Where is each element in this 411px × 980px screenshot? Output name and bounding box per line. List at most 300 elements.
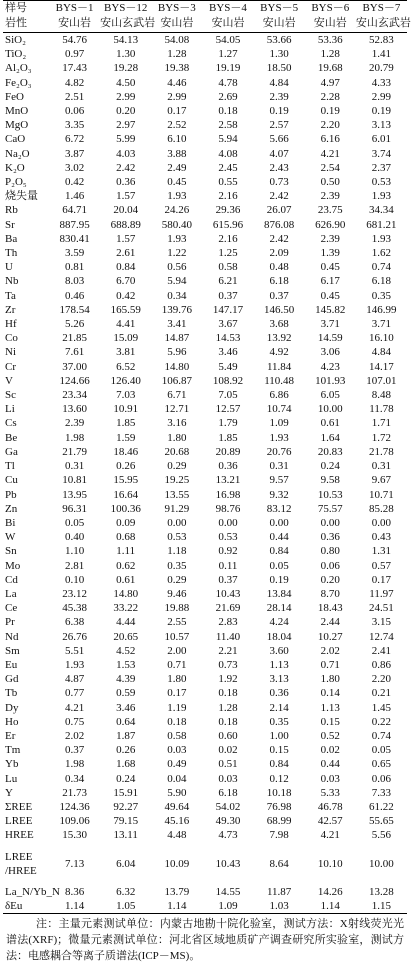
row-label: ΣREE: [5, 800, 33, 813]
cell-value: 0.11: [218, 559, 238, 572]
cell-value: 23.34: [62, 389, 87, 402]
cell-value: 3.15: [371, 616, 392, 629]
cell-value: 13.21: [215, 474, 241, 487]
cell-value: 2.99: [371, 90, 392, 103]
cell-value: 2.44: [320, 616, 340, 629]
cell-value: 7.13: [64, 857, 85, 870]
cell-value: 2.99: [116, 90, 136, 103]
cell-value: 2.57: [269, 119, 289, 132]
cell-value: 0.26: [116, 460, 136, 473]
cell-value: 2.61: [116, 247, 136, 260]
cell-value: 7.33: [371, 786, 392, 799]
table-row: [3, 885, 407, 899]
header-row-sample-ids: [3, 1, 407, 17]
cell-value: 1.93: [167, 232, 187, 245]
cell-value: 13.28: [369, 885, 394, 898]
row-label: TiO₂: [5, 48, 27, 61]
table-header: [3, 1, 411, 33]
cell-value: 5.94: [167, 275, 187, 288]
cell-value: 8.36: [64, 885, 85, 898]
cell-value: 6.52: [116, 360, 136, 373]
table-row: [3, 587, 407, 601]
table-row: [3, 530, 407, 544]
cell-value: 11.87: [266, 885, 292, 898]
cell-value: 2.51: [64, 90, 85, 103]
cell-value: 4.07: [269, 147, 289, 160]
cell-value: 0.17: [167, 687, 187, 700]
table-row: [3, 573, 407, 587]
cell-value: 5.66: [269, 133, 289, 146]
row-label: LREE: [5, 815, 33, 828]
cell-value: 2.81: [64, 559, 85, 572]
lithology: 安山玄武岩: [100, 16, 151, 33]
cell-value: 75.57: [317, 502, 343, 515]
cell-value: 106.87: [161, 374, 192, 387]
cell-value: 3.88: [167, 147, 187, 160]
cell-value: 1.57: [116, 232, 136, 245]
cell-value: 0.15: [269, 744, 289, 757]
cell-value: 2.21: [218, 644, 238, 657]
cell-value: 0.05: [64, 516, 85, 529]
cell-value: 26.07: [266, 204, 292, 217]
cell-value: 5.94: [218, 133, 238, 146]
cell-value: 0.37: [218, 573, 238, 586]
cell-value: 45.38: [62, 602, 87, 615]
cell-value: 0.61: [116, 573, 136, 586]
cell-value: 0.10: [64, 573, 85, 586]
table-row: [3, 274, 407, 288]
table-row: [3, 260, 407, 274]
cell-value: 0.04: [167, 772, 187, 785]
cell-value: 8.03: [64, 275, 85, 288]
table-row: [3, 743, 407, 757]
cell-value: 1.13: [320, 701, 340, 714]
row-label: Sm: [5, 644, 20, 657]
cell-value: 21.69: [215, 602, 241, 615]
table-row: [3, 729, 407, 743]
cell-value: 21.78: [369, 445, 394, 458]
cell-value: 0.58: [218, 261, 238, 274]
sample-id: BYS－12: [100, 1, 151, 17]
cell-value: 147.17: [212, 303, 244, 316]
cell-value: 2.41: [371, 644, 392, 657]
table-row: [3, 459, 407, 473]
table-row: [3, 402, 407, 416]
cell-value: 2.20: [371, 673, 392, 686]
cell-value: 4.48: [167, 829, 187, 842]
cell-value: 16.98: [215, 488, 241, 501]
row-label: Sn: [5, 545, 17, 558]
cell-value: 0.84: [269, 758, 289, 771]
row-label: Th: [5, 247, 18, 260]
cell-value: 1.92: [218, 673, 238, 686]
cell-value: 4.44: [116, 616, 136, 629]
cell-value: 0.52: [320, 729, 340, 742]
cell-value: 26.76: [62, 630, 87, 643]
row-label: Pr: [5, 616, 15, 629]
cell-value: 0.14: [320, 687, 340, 700]
row-label: Tl: [5, 460, 15, 473]
cell-value: 10.09: [164, 857, 190, 870]
cell-value: 4.41: [116, 318, 136, 331]
row-label: Hf: [5, 318, 17, 331]
cell-value: 6.21: [218, 275, 238, 288]
cell-value: 18.46: [113, 445, 139, 458]
cell-value: 1.15: [356, 899, 407, 914]
cell-value: 2.69: [218, 90, 238, 103]
row-label: Tb: [5, 687, 18, 700]
cell-value: 1.22: [167, 247, 187, 260]
cell-value: 28.14: [266, 602, 292, 615]
cell-value: 0.44: [320, 758, 340, 771]
cell-value: 3.02: [64, 161, 85, 174]
cell-value: 1.41: [371, 48, 392, 61]
cell-value: 0.09: [116, 516, 136, 529]
table-row: [3, 76, 407, 90]
cell-value: 18.43: [317, 602, 343, 615]
table-row: [3, 317, 407, 331]
cell-value: 55.65: [369, 815, 394, 828]
cell-value: 3.46: [218, 346, 238, 359]
table-row: [3, 416, 407, 430]
cell-value: 1.09: [269, 417, 289, 430]
cell-value: 4.03: [116, 147, 136, 160]
cell-value: 0.44: [269, 531, 289, 544]
cell-value: 3.13: [269, 673, 289, 686]
cell-value: 15.09: [113, 332, 139, 345]
header-row-lithology: [3, 16, 407, 33]
cell-value: 0.51: [218, 758, 238, 771]
row-label: δEu: [3, 899, 49, 914]
cell-value: 18.04: [266, 630, 292, 643]
cell-value: 1.72: [371, 431, 392, 444]
table-row: [3, 360, 407, 374]
cell-value: 0.31: [269, 460, 289, 473]
row-label: 烧失量: [5, 190, 38, 203]
cell-value: 0.59: [116, 687, 136, 700]
cell-value: 0.50: [320, 176, 340, 189]
cell-value: 9.58: [320, 474, 340, 487]
cell-value: 3.74: [371, 147, 392, 160]
cell-value: 2.45: [218, 161, 238, 174]
cell-value: 100.36: [110, 502, 141, 515]
cell-value: 1.10: [64, 545, 85, 558]
cell-value: 2.52: [167, 119, 187, 132]
cell-value: 46.78: [317, 800, 343, 813]
cell-value: 1.93: [371, 190, 392, 203]
cell-value: 45.16: [164, 815, 190, 828]
table-row: [3, 772, 407, 786]
cell-value: 0.03: [320, 772, 340, 785]
row-label: Li: [5, 403, 15, 416]
table-row: [3, 374, 407, 388]
row-label: MgO: [5, 119, 29, 132]
table-row: [3, 828, 407, 842]
row-label: Zr: [5, 303, 16, 316]
cell-value: 4.50: [116, 76, 136, 89]
cell-value: 2.83: [218, 616, 238, 629]
row-label: CaO: [5, 133, 26, 146]
cell-value: 0.03: [218, 772, 238, 785]
cell-value: 0.18: [218, 105, 238, 118]
row-label: Ho: [5, 715, 19, 728]
cell-value: 0.35: [371, 289, 392, 302]
cell-value: 1.25: [218, 247, 238, 260]
cell-value: 0.40: [64, 531, 85, 544]
cell-value: 830.41: [59, 232, 90, 245]
cell-value: 16.64: [113, 488, 139, 501]
cell-value: 11.84: [266, 360, 292, 373]
cell-value: 6.71: [167, 389, 187, 402]
cell-value: 64.71: [62, 204, 87, 217]
row-label: Gd: [5, 673, 19, 686]
cell-value: 10.00: [369, 857, 394, 870]
cell-value: 0.29: [167, 460, 187, 473]
cell-value: 1.62: [371, 247, 392, 260]
cell-value: 2.16: [218, 232, 238, 245]
cell-value: 24.26: [164, 204, 190, 217]
cell-value: 1.46: [64, 190, 85, 203]
row-label: Nd: [5, 630, 19, 643]
sample-id: BYS－6: [305, 1, 356, 17]
cell-value: 2.20: [320, 119, 340, 132]
row-label: U: [5, 261, 13, 274]
cell-value: 2.02: [320, 644, 340, 657]
cell-value: 53.36: [317, 34, 343, 46]
table-row: [3, 757, 407, 771]
cell-value: 6.86: [269, 389, 289, 402]
sample-id-label: 样号: [3, 1, 49, 17]
cell-value: 1.28: [218, 701, 238, 714]
cell-value: 0.02: [218, 744, 238, 757]
row-label: Fe₂O₃: [5, 76, 32, 89]
cell-value: 6.72: [64, 133, 85, 146]
cell-value: 165.59: [110, 303, 141, 316]
cell-value: 108.92: [212, 374, 244, 387]
cell-value: 887.95: [59, 218, 90, 231]
cell-value: 0.24: [320, 460, 340, 473]
row-label: Be: [5, 431, 18, 444]
table-row: [3, 90, 407, 104]
cell-value: 21.85: [62, 332, 87, 345]
cell-value: 0.05: [269, 559, 289, 572]
cell-value: 29.36: [215, 204, 241, 217]
cell-value: 0.57: [371, 559, 392, 572]
cell-value: 0.56: [167, 261, 187, 274]
cell-value: 4.39: [116, 673, 136, 686]
cell-value: 1.85: [116, 417, 136, 430]
cell-value: 2.58: [218, 119, 238, 132]
row-label: Tm: [5, 744, 21, 757]
cell-value: 11.97: [369, 587, 394, 600]
cell-value: 13.84: [266, 587, 292, 600]
cell-value: 1.30: [116, 48, 136, 61]
cell-value: 13.79: [164, 885, 190, 898]
cell-value: 0.18: [218, 715, 238, 728]
row-label: Lu: [5, 772, 18, 785]
cell-value: 0.74: [371, 729, 392, 742]
cell-value: 626.90: [315, 218, 346, 231]
cell-value: 2.42: [269, 232, 289, 245]
cell-value: 0.65: [371, 758, 392, 771]
cell-value: 19.38: [164, 62, 190, 75]
cell-value: 1.05: [100, 899, 151, 914]
cell-value: 54.76: [62, 34, 87, 46]
cell-value: 1.79: [218, 417, 238, 430]
lithology: 安山岩: [305, 16, 356, 33]
cell-value: 0.42: [116, 289, 136, 302]
row-label: Rb: [5, 204, 18, 217]
cell-value: 49.30: [215, 815, 241, 828]
cell-value: 0.03: [167, 744, 187, 757]
sample-id: BYS－5: [254, 1, 305, 17]
cell-value: 5.96: [167, 346, 187, 359]
cell-value: 3.60: [269, 644, 289, 657]
cell-value: 1.27: [218, 48, 238, 61]
cell-value: 0.31: [64, 460, 85, 473]
cell-value: 0.73: [218, 658, 238, 671]
cell-value: 9.46: [167, 587, 187, 600]
cell-value: 6.04: [116, 857, 136, 870]
row-label: Zn: [5, 502, 18, 515]
cell-value: 0.18: [167, 715, 187, 728]
cell-value: 0.37: [269, 289, 289, 302]
cell-value: 615.96: [212, 218, 244, 231]
table-row: [3, 800, 407, 814]
table-row: [3, 189, 407, 203]
cell-value: 0.97: [64, 48, 85, 61]
cell-value: 14.87: [164, 332, 190, 345]
sample-id: BYS－7: [356, 1, 407, 17]
cell-value: 83.12: [266, 502, 292, 515]
cell-value: 3.13: [371, 119, 392, 132]
cell-value: 8.48: [371, 389, 392, 402]
cell-value: 4.33: [371, 76, 392, 89]
cell-value: 14.17: [369, 360, 394, 373]
table-row: [3, 672, 407, 686]
cell-value: 6.01: [371, 133, 392, 146]
cell-value: 0.80: [320, 545, 340, 558]
cell-value: 0.20: [320, 573, 340, 586]
cell-value: 6.32: [116, 885, 136, 898]
cell-value: 146.50: [264, 303, 295, 316]
cell-value: 2.97: [116, 119, 136, 132]
table-row: [3, 61, 407, 75]
cell-value: 1.98: [64, 431, 85, 444]
cell-value: 0.43: [371, 531, 392, 544]
table-row: [3, 203, 407, 217]
row-label: MnO: [5, 105, 29, 118]
cell-value: 10.71: [369, 488, 394, 501]
cell-value: 20.89: [215, 445, 241, 458]
cell-value: 110.48: [264, 374, 295, 387]
lithology: 安山岩: [254, 16, 305, 33]
row-label: Sc: [5, 389, 16, 402]
cell-value: 5.26: [64, 318, 85, 331]
cell-value: 4.08: [218, 147, 238, 160]
cell-value: 15.95: [113, 474, 139, 487]
cell-value: 0.31: [371, 460, 392, 473]
cell-value: 1.00: [269, 729, 289, 742]
table-row: [3, 615, 407, 629]
table-row: [3, 843, 407, 885]
cell-value: 4.46: [167, 76, 187, 89]
table-row: [3, 345, 407, 359]
cell-value: 3.81: [116, 346, 136, 359]
cell-value: 10.91: [113, 403, 139, 416]
table-row: [3, 814, 407, 828]
cell-value: 1.11: [116, 545, 136, 558]
cell-value: 2.14: [269, 701, 289, 714]
cell-value: 10.27: [317, 630, 343, 643]
cell-value: 2.99: [167, 90, 187, 103]
cell-value: 2.39: [320, 190, 340, 203]
cell-value: 1.59: [116, 431, 136, 444]
cell-value: 0.36: [320, 531, 340, 544]
cell-value: 0.71: [320, 658, 340, 671]
row-label: V: [5, 374, 13, 387]
cell-value: 24.51: [369, 602, 394, 615]
cell-value: 10.74: [266, 403, 292, 416]
cell-value: 0.35: [167, 559, 187, 572]
cell-value: 6.16: [320, 133, 340, 146]
cell-value: 18.50: [266, 62, 292, 75]
table-row: [3, 445, 407, 459]
table-row: [3, 601, 407, 615]
cell-value: 23.75: [317, 204, 343, 217]
cell-value: 3.71: [320, 318, 340, 331]
cell-value: 10.81: [62, 474, 87, 487]
cell-value: 4.84: [269, 76, 289, 89]
cell-value: 0.17: [167, 105, 187, 118]
cell-value: 0.55: [218, 176, 238, 189]
cell-value: 1.14: [151, 899, 202, 914]
cell-value: 4.24: [269, 616, 289, 629]
cell-value: 1.31: [371, 545, 392, 558]
cell-value: 580.40: [161, 218, 192, 231]
cell-value: 2.39: [64, 417, 85, 430]
cell-value: 0.86: [371, 658, 392, 671]
cell-value: 0.02: [320, 744, 340, 757]
cell-value: 13.92: [266, 332, 292, 345]
row-label: Er: [5, 729, 16, 742]
table-row: [3, 630, 407, 644]
cell-value: 0.45: [167, 176, 187, 189]
cell-value: 61.22: [369, 800, 394, 813]
cell-value: 3.35: [64, 119, 85, 132]
cell-value: 1.87: [116, 729, 136, 742]
table-row: [3, 161, 407, 175]
cell-value: 19.19: [215, 62, 241, 75]
cell-value: 12.74: [369, 630, 394, 643]
cell-value: 8.70: [320, 587, 340, 600]
cell-value: 0.12: [269, 772, 289, 785]
cell-value: 1.71: [371, 417, 392, 430]
cell-value: 1.45: [371, 701, 392, 714]
cell-value: 0.22: [371, 715, 392, 728]
cell-value: 1.80: [167, 673, 187, 686]
cell-value: 101.93: [315, 374, 346, 387]
row-label: Al₂O₃: [5, 62, 32, 75]
cell-value: 688.89: [110, 218, 141, 231]
cell-value: 14.53: [215, 332, 241, 345]
cell-value: 13.55: [164, 488, 190, 501]
cell-value: 13.95: [62, 488, 87, 501]
cell-value: 124.36: [59, 800, 90, 813]
row-label: Ni: [5, 346, 16, 359]
cell-value: 4.97: [320, 76, 340, 89]
row-label: Ga: [5, 445, 18, 458]
